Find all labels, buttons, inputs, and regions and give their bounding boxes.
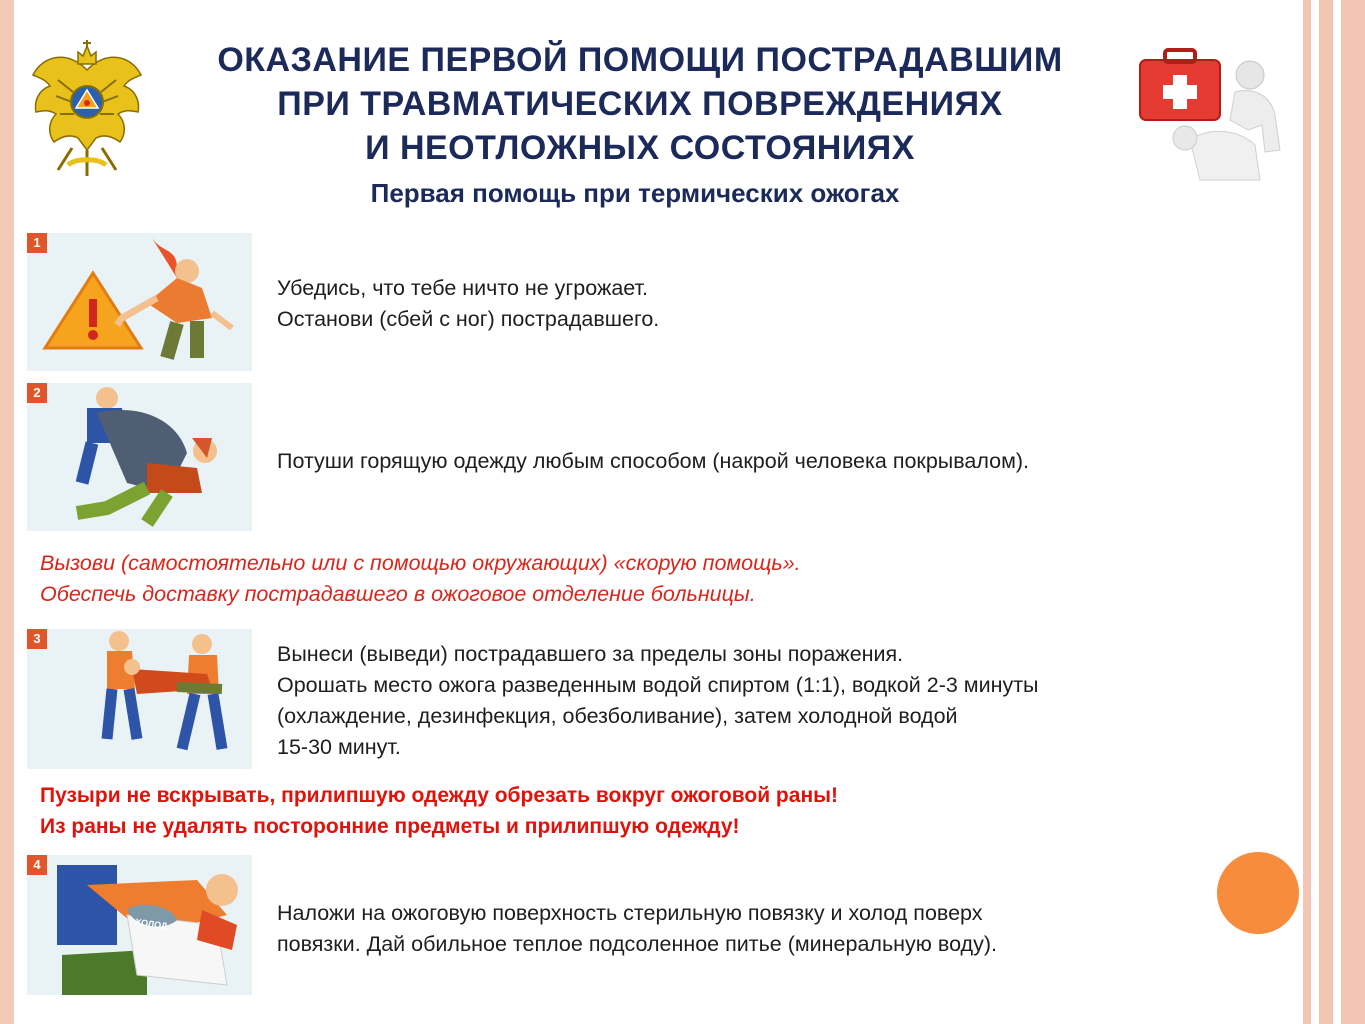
step-4-number: 4 [27,855,47,875]
title-line-1: ОКАЗАНИЕ ПЕРВОЙ ПОМОЩИ ПОСТРАДАВШИМ [217,41,1063,79]
right-border [1303,0,1365,1024]
step-3-line: 15-30 минут. [277,735,401,759]
call-warning [40,548,801,610]
step-3-line: Орошать место ожога разведенным водой спиртом (1:1), водкой 2-3 минуты [277,673,1039,697]
step-1-image [27,233,252,371]
step-1-line: Останови (сбей с ног) пострадавшего. [277,307,660,331]
mchs-emblem-icon [28,30,146,180]
step-4-image [27,855,252,995]
step-3-text [277,639,1039,763]
step-3-line: (охлаждение, дезинфекция, обезболивание), затем холодной водой [277,704,958,728]
step-2-text [277,446,1029,477]
step-1-number: 1 [27,233,47,253]
first-aid-kit-icon [1130,30,1295,190]
blister-warning [40,780,838,842]
step-1-text [277,273,659,335]
step-3-line: Вынеси (выведи) пострадавшего за пределы зоны поражения. [277,642,904,666]
step-4-line: повязки. Дай обильное теплое подсоленное питье (минеральную воду). [277,932,997,956]
page-title [150,38,1130,170]
call-warning-line: Обеспечь доставку пострадавшего в ожоговое отделение больницы. [40,582,756,606]
step-2-line: Потуши горящую одежду любым способом (накрой человека покрывалом). [277,449,1030,473]
step-3-image [27,629,252,769]
title-line-2: ПРИ ТРАВМАТИЧЕСКИХ ПОВРЕЖДЕНИЯХ [277,85,1003,123]
blister-warning-line: Из раны не удалять посторонние предметы и прилипшую одежду! [40,815,740,838]
blister-warning-line: Пузыри не вскрывать, прилипшую одежду обрезать вокруг ожоговой раны! [40,784,839,807]
step-3-number: 3 [27,629,47,649]
cold-pack-label: ХОЛОД [134,916,168,932]
left-border [0,0,14,1024]
step-2-image [27,383,252,531]
step-1-line: Убедись, что тебе ничто не угрожает. [277,276,648,300]
step-4-text [277,898,997,960]
step-2-number: 2 [27,383,47,403]
title-line-3: И НЕОТЛОЖНЫХ СОСТОЯНИЯХ [365,129,915,167]
page-subtitle: Первая помощь при термических ожогах [370,178,900,208]
call-warning-line: Вызови (самостоятельно или с помощью окружающих) «скорую помощь». [40,551,801,575]
step-4-line: Наложи на ожоговую поверхность стерильную повязку и холод поверх [277,901,983,925]
decorative-circle [1217,852,1299,934]
